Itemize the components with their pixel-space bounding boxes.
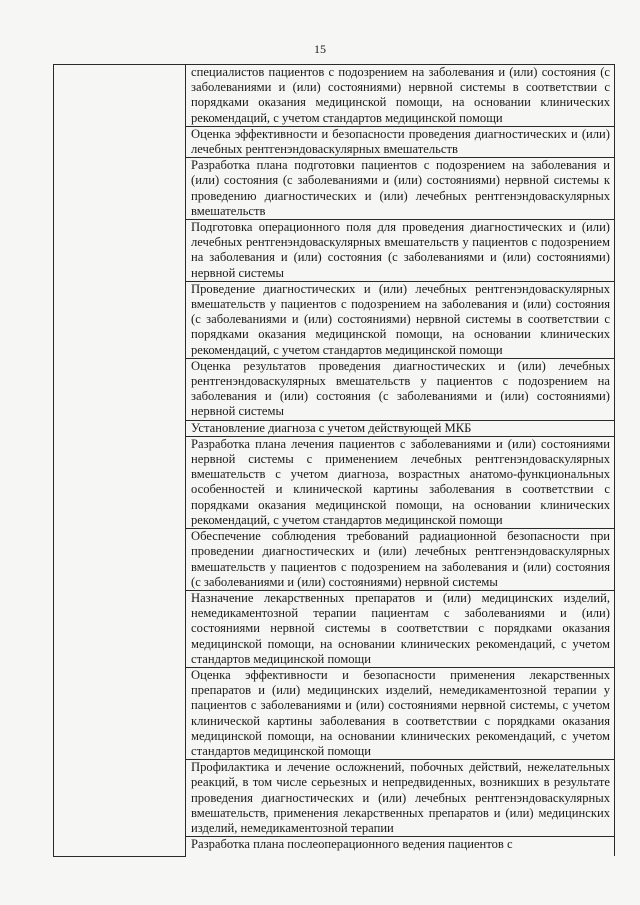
table-cell: Подготовка операционного поля для проведения диагностических и (или) лечебных рентгенэндоваскулярных вмешательств у пациентов с подозрением на заболевания и (или) состояния (с заболеваниями и (или) состояниями) нервной системы (186, 220, 615, 282)
labor-functions-table (53, 64, 615, 857)
table-row (54, 65, 615, 127)
table-cell: Проведение диагностических и (или) лечебных рентгенэндоваскулярных вмешательств у пациентов с подозрением на заболевания и (или) состояния (с заболеваниями и (или) состояниями) нервной системы в соответствии с порядками оказания медицинской помощи, на основании клинических рекомендаций, с учетом стандартов медицинской помощи (186, 281, 615, 358)
table-cell: Установление диагноза с учетом действующей МКБ (186, 420, 615, 436)
page-number: 15 (314, 42, 326, 56)
table-cell: Разработка плана лечения пациентов с заболеваниями и (или) состояниями нервной системы с применением лечебных рентгенэндоваскулярных вмешательств с учетом диагноза, возрастных анатомо-функциональных особенностей и клинической картины заболевания в соответствии с порядками оказания медицинской помощи, на основании клинических рекомендаций, с учетом стандартов медицинской помощи (186, 436, 615, 528)
table-cell: специалистов пациентов с подозрением на заболевания и (или) состояния (с заболеваниями и (или) состояниями) нервной системы в соответствии с порядками оказания медицинской помощи, на основании клинических рекомендаций, с учетом стандартов медицинской помощи (186, 65, 615, 127)
table-cell: Разработка плана послеоперационного ведения пациентов с (186, 837, 615, 857)
table-cell: Разработка плана подготовки пациентов с подозрением на заболевания и (или) состояния (с заболеваниями и (или) состояниями) нервной системы к проведению диагностических и (или) лечебных рентгенэндоваскулярных вмешательств (186, 158, 615, 220)
table-cell: Назначение лекарственных препаратов и (или) медицинских изделий, немедикаментозной терапии пациентам с заболеваниями и (или) состояниями нервной системы в соответствии с порядками оказания медицинской помощи, на основании клинических рекомендаций, с учетом стандартов медицинской помощи (186, 590, 615, 667)
left-column-cell (54, 65, 186, 857)
table-cell: Профилактика и лечение осложнений, побочных действий, нежелательных реакций, в том числе серьезных и непредвиденных, возникших в результате проведения диагностических и (или) лечебных рентгенэндоваскулярных вмешательств, применения лекарственных препаратов и (или) медицинских изделий, немедикаментозной терапии (186, 760, 615, 837)
table-cell: Оценка эффективности и безопасности проведения диагностических и (или) лечебных рентгенэндоваскулярных вмешательств (186, 126, 615, 157)
table-cell: Обеспечение соблюдения требований радиационной безопасности при проведении диагностических и (или) лечебных рентгенэндоваскулярных вмешательств у пациентов с подозрением на заболевания и (или) состояния (с заболеваниями и (или) состояниями) нервной системы (186, 529, 615, 591)
table-cell: Оценка результатов проведения диагностических и (или) лечебных рентгенэндоваскулярных вмешательств у пациентов с подозрением на заболевания и (или) состояния (с заболеваниями и (или) состояниями) нервной системы (186, 358, 615, 420)
table-cell: Оценка эффективности и безопасности применения лекарственных препаратов и (или) медицинских изделий, немедикаментозной терапии у пациентов с заболеваниями и (или) состояниями нервной системы, с учетом клинической картины заболевания в соответствии с порядками оказания медицинской помощи, на основании клинических рекомендаций, с учетом стандартов медицинской помощи (186, 667, 615, 759)
